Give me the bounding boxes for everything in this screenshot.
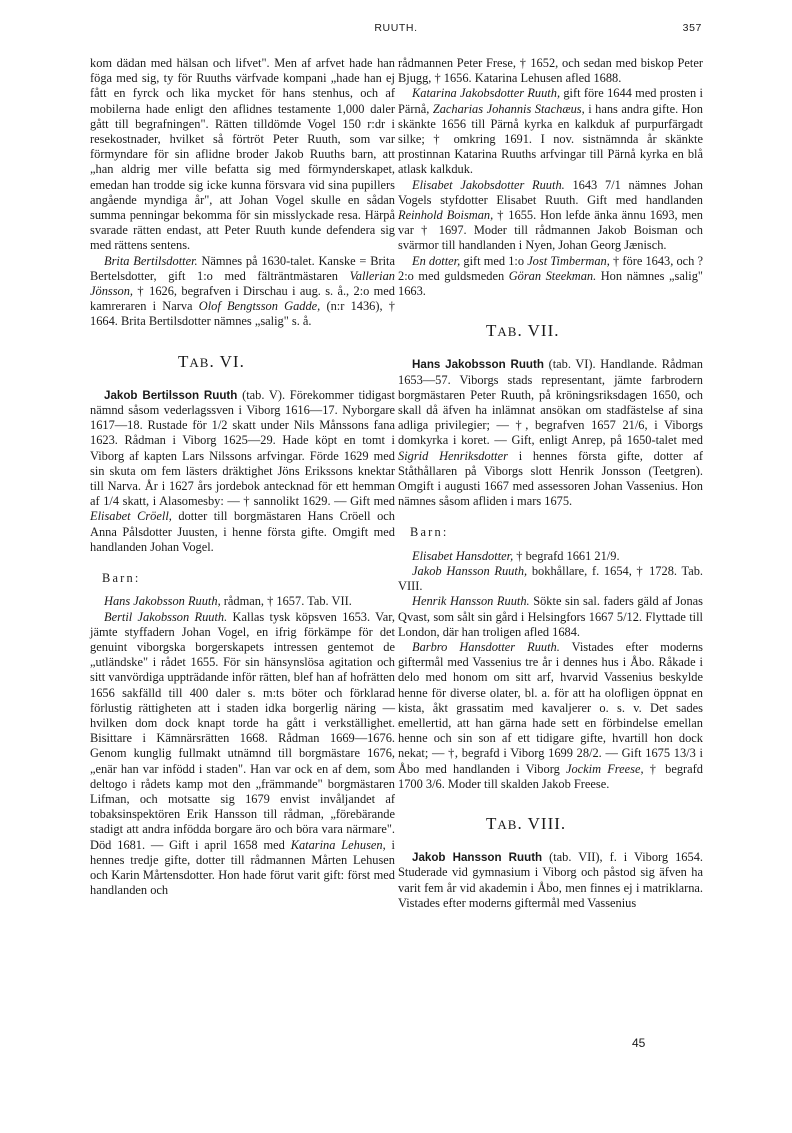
heading-part: T [486,813,498,833]
entry-text: dotter till borgmästaren Hans Cröell och Anna Pålsdotter Juusten, i henne första gifte. Omgift med handlanden Johan Vogel. [90,509,395,554]
entry-text: bokhållare, f. 1654, † 1728. Tab. VIII. [398,563,703,594]
signature-mark: 45 [632,1036,646,1050]
entry-text: skatt, i Alasomesby: — † sannolikt 1629. — Gift med [119,494,395,509]
entry-elisabet [398,178,703,254]
heading-part: . VII. [517,321,560,341]
entry-jakob-hansson-ruuth [398,850,703,911]
entry-text: . Flyttade till London, där han troligen afled 1684. [398,609,704,639]
entry-text: i hennes tredje gifte, dotter till rådmannen Mårten Lehusen och Karin Mårtensdotter. Hon hade förut varit gift: först med handlanden och [90,837,396,898]
entry-text: rådman, † 1657. Tab. VII. [220,594,352,609]
entry-text: † begrafd 1661 [513,548,595,563]
heading-part: . VIII. [517,813,567,833]
person-name: Sigrid Henriksdotter [398,448,508,463]
entry-text: † 1626, begrafven i Dirschau i aug. s. å., 2:o med kamreraren i Narva [90,284,395,314]
person-name: Hans Jakobsson Ruuth, [104,594,221,609]
person-name: Jakob Hansson Ruuth, [412,563,528,578]
entry-text: (tab. VI). Handlande. Rådman 1653—57. Viborgs stads representant, jämte farbrodern borgmästaren Peter Ruuth, på kröningsriksdagen 1650, och skall då äfven ha inlämnat ansökan om stadfästelse af sina adliga privilegier; — †, begrafven 1657 [398,357,704,433]
child-entry-hans [90,594,395,609]
entry-text: i Åbo med handlanden i Viborg [398,746,703,776]
left-column [90,56,395,898]
entry-text: i hans andra gifte. Hon skänkte 1656 till Pärnå kyrka en kalkduk af purpurfärgadt silke; † omkring 1691. I nov. sistnämnda år skänkte prostinnan Katarina Ruuths arfvingar till Pärnå kyrka en blå atlask kalkduk. [398,101,703,177]
date-fraction: 21/6 [622,418,645,433]
entry-text: (n:r 1436), † 1664. Brita Bertilsdotter nämnes „salig" s. å. [90,299,395,329]
date-fraction: 7/1 [604,177,621,192]
person-name: Göran Steekman. [508,268,597,283]
entry-text: Kallas tysk köpsven 1653. Var, jämte styffadern Johan Vogel, en ifrig förkämpe för det genuint viborgska borgerskapets intressen gentemot de „utländske" i rådet 1655. För sin hänsynslösa agitation och sitt vanvördiga uppträdande inför rätten, blef han af hofrätten 1656 sakfälld till 400 daler s. m:ts böter och förklarad förlustig rättigheten att i staden idka borgerlig näring — hvilken dom dock knapt torde ha gått i verkställighet. Bisittare i Kämnärsrätten 1668. Rådman 1669—1676. Genom kunglig fullmakt utnämnd till borgmästare 1676, „enär han var infödd i staden". Han var ock en af dem, som deltogo i rådets kamp mot den „främmande" borgmästaren Lifman, och motsatte sig 1679 envist invåljandet af tobaksinspektören Erik Hansson till rådman, „förebärande stadigt att andra infödda borgare äro och böra vara närmare". Död 1681. — Gift i april 1658 med [90,609,395,852]
person-name: Jockim Freese, [565,761,644,776]
person-name: Elisabet Cröell, [90,509,172,524]
entry-katarina [398,86,703,177]
right-column [398,56,703,911]
entry-text: skatt under Nils Månssons fana 1623. Rådman i Viborg 1625—29. Hade köpt en tomt i Viborg af kapten Lars Nilssons arfvingar. Förde 1629 med sin skuta om fem lästers dräktighet Jöns Erikssons knektar till Narva. År i 1627 års jordebok antecknad för ett hemman af [90,418,395,509]
entry-text: . — Gift 1675 [598,746,674,761]
person-name: Katarina Lehusen, [290,837,386,852]
entry-jakob-bertilsson-ruuth [90,388,395,555]
children-heading: Barn: [102,571,141,586]
entry-text: nämnes Johan Vogels styfdotter Elisabet Ruuth. Gift med handlanden [398,177,703,207]
person-name: Elisabet Hansdotter, [412,548,514,563]
person-name: Jakob Bertilsson Ruuth [104,388,238,402]
person-name: Jost Timberman, [527,253,610,268]
heading-part: T [178,351,190,371]
entry-text: (tab. VII), f. i Viborg 1654. Studerade vid gymnasium i Viborg och påstod sig äfven ha varit fem år vid akademin i Åbo, men finnes ej i matriklarna. Vistades efter moderns giftermål med Vassenius [398,850,703,910]
person-name: Olof Bengtsson Gadde, [198,299,321,314]
person-name: Vallerian Jönsson, [90,268,395,299]
child-entry-jakob [398,564,703,594]
entry-en-dotter [398,254,703,300]
section-heading-tab-viii [398,813,703,833]
heading-part: T [486,321,498,341]
running-header [0,20,792,40]
heading-part: AB [189,354,210,370]
entry-text: gift före 1644 med prosten i Pärnå, [398,86,703,116]
heading-part: AB [497,816,518,832]
person-name: Zacharias Johannis Stachæus, [432,101,585,116]
date-fraction: 21/9 [594,548,617,563]
entry-text: 1643 [564,177,605,192]
child-entry-elisabet [398,549,703,564]
running-title: RUUTH. [374,22,418,34]
fraction: 1/4 [103,494,120,509]
person-name: Reinhold Boisman, [398,208,494,223]
entry-text: Hon nämnes „salig" 1663. [398,268,703,299]
entry-text: , i Viborgs domkyrka i koret. — Gift, enligt Anrep, på 1650-talet med [398,418,703,448]
date-fraction: 28/2 [576,746,599,761]
child-entry-barbro [398,640,703,792]
person-name: Hans Jakobsson Ruuth [412,358,544,372]
person-name: Henrik Hansson Ruuth. [412,594,530,609]
fraction: 1/2 [211,418,228,433]
entry-hans-jakobsson-ruuth [398,357,703,509]
entry-text: i hennes första gifte, dotter af Ståthållaren på Viborgs slott Henrik Jonsson (Teetgren). Omgift i augusti 1667 med assessoren Johan Vassenius. Hon nämnes såsom afliden i mars 1675. [398,448,703,509]
entry-text: † 1655. Hon lefde änka ännu 1693, men var † 1697. Moder till rådmannen Jakob Boisman och svärmor till handlanden i Nyen, Johan Georg Jænisch. [398,208,703,253]
paragraph-vogel-dispute: kom dädan med hälsan och lifvet". Men af arfvet hade han föga med sig, ty för Ruuths värfvade kompani „hade han ej fått en fyrck och lika mycket för hans stenhus, och af mobilerna hade enligt den aflidnes testamente 1,000 daler gått till begrafningen". Rätten tilldömde Vogel 150 r:dr i resekostnader, hvilket så förtröt Peter Ruuth, som var förmyndare för sin aflidne broder Jakob Ruuths barn, att „han aldrig mer ville befatta sig med förmynderskapet, emedan han trodde sig icke kunna försvara vid sina pupillers angående myndiga år", att Johan Vogel skulle en sådan summa penningar bekomma för sin misslyckade resa. Härpå svarade rätten endast, att Peter Ruuth kunde defendera sig med rättens sentens. [90,56,395,253]
entry-text: Nämnes på 1630-talet. Kanske = Brita Bertelsdotter, gift 1:o med fälträntmästaren [90,253,395,283]
children-heading: Barn: [410,525,449,540]
date-fraction: 13/3 [673,746,696,761]
person-name: En dotter, [412,253,461,268]
page-number: 357 [682,22,702,34]
entry-text: Sökte sin sal. faders gäld af Jonas Qvast, som sålt sin gård i Helsingfors 1667 [398,594,703,624]
person-name: Katarina Jakobsdotter Ruuth, [412,86,561,101]
heading-part: AB [497,324,518,340]
section-heading-tab-vi [90,351,395,371]
entry-text: † begrafd 1700 [398,761,704,791]
person-name: Barbro Hansdotter Ruuth. [412,639,560,654]
section-heading-tab-vii [398,323,703,339]
entry-text: (tab. V). Förekommer tidigast nämnd såsom vederlagssven i Viborg 1616—17. Nyborgare 1617—18. Rustade för [90,387,396,433]
date-fraction: 3/6 [425,776,442,791]
person-name: Jakob Hansson Ruuth [412,851,543,865]
person-name: Brita Bertilsdotter. [104,253,198,268]
child-entry-henrik [398,594,703,640]
paragraph-continuation: rådmannen Peter Frese, † 1652, och sedan med biskop Peter Bjugg, † 1656. Katarina Lehusen afled 1688. [398,56,703,86]
date-fraction: 5/12 [616,609,639,624]
entry-text: . Moder till skalden Jakob Freese. [441,776,610,791]
entry-brita-bertilsdotter [90,254,395,330]
child-entry-bertil [90,610,395,899]
entry-text: . [616,548,620,563]
person-name: Elisabet Jakobsdotter Ruuth. [412,177,565,192]
entry-text: Vistades efter moderns giftermål med Vassenius tre år i dennes hus i Åbo. Råkade i delo med honom om sitt arf, hvarvid Vassenius beskylde henne för diverse olater, bl. a. för att ha olofligen öppnat en kista, åkt grassatim med kavaljerer o. s. v. Det sades emellertid, att han gärna hade sett en förbindelse emellan henne och sin son af ett tidigare gifte, hvartill hon dock nekat; — †, begrafd i Viborg 1699 [398,639,703,761]
heading-part: . VI. [209,351,245,371]
person-name: Bertil Jakobsson Ruuth. [104,609,228,624]
entry-text: gift med 1:o [460,253,528,268]
entry-text: † före 1643, och ? 2:o med guldsmeden [398,253,704,283]
